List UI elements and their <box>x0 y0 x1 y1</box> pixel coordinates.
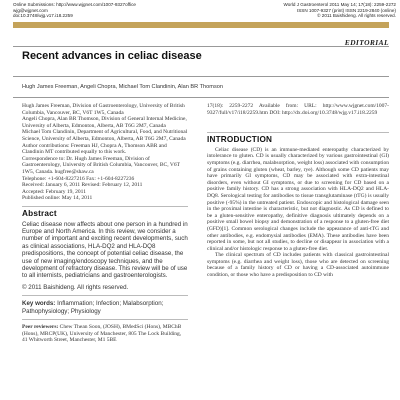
journal-email: wjg@wjgnet.com <box>13 7 48 13</box>
journal-header-left <box>13 2 213 19</box>
left-column <box>22 103 188 344</box>
abstract-heading: Abstract <box>22 208 57 218</box>
published-date: Published online: May 14, 2011 <box>22 195 93 202</box>
section-label: EDITORIAL <box>344 38 389 47</box>
peer-reviewers <box>22 324 188 344</box>
introduction-heading: INTRODUCTION <box>207 135 273 145</box>
telephone-fax: Telephone: +1-604-8227216 Fax: +1-604-8227236 <box>22 175 135 182</box>
citation-block: 17(18): 2259-2272 Available from: URL: http://www.wjgnet.com/1007-9327/full/v17/i18/2259.htm DOI: http://dx.doi.org/10.3748/wjg.v17.i18.2259 <box>207 103 389 116</box>
keywords-divider <box>22 295 188 296</box>
received-revised-dates: Received: January 6, 2011 Revised: February 12, 2011 <box>22 182 143 189</box>
abstract-text: Celiac disease now affects about one person in a hundred in Europe and North America. In this review, we consider a number of important and exciting recent developments, such as clinical associations, HLA-DQ2 and HLA-DQ8 predispositions, the concept of potential celiac disease, the use of new imaging/endoscopy techniques, and the development of refractory disease. This review will be of use to all internists, pediatricians and gastroenterologists. <box>22 220 188 280</box>
copyright-line: © 2011 Baishideng. All rights reserved. <box>317 13 396 19</box>
peer-reviewers-label: Peer reviewers: <box>22 323 59 330</box>
peer-divider <box>22 319 188 320</box>
journal-header-right <box>230 2 396 19</box>
affiliation: Angeli Chopra, Alan BR Thomson, Division of General Internal Medicine, University of Alberta, Edmonton, Alberta, AB T6G 2M7, Canada <box>22 116 187 129</box>
abstract-copyright: © 2011 Baishideng. All rights reserved. <box>22 283 129 291</box>
affiliation: Michael Tom Clandinin, Department of Agricultural, Food, and Nutritional Science, University of Alberta, Edmonton, Alberta, AB T6G 2M7, Canada <box>22 129 188 142</box>
header-divider <box>13 46 389 47</box>
issn-line: ISSN 1007-9327 (print) ISSN 2219-2840 (online) <box>296 7 396 13</box>
abstract-divider <box>22 206 188 207</box>
correspondence: Correspondence to: Dr. Hugh James Freeman, Division of Gastroenterology, University of British Columbia, Vancouver, BC, V6T 1W5, Canada. hugfree@shaw.ca <box>22 155 180 175</box>
peer-reviewers-text: Chew Thean Soon, (JOSH), BMedSci (Hons), MBChB (Hons), MRCP(UK), University of Manchester, 805 The Lock Building, 41 Whitworth Street, Manchester, M1 5BE <box>22 323 182 344</box>
article-title: Recent advances in celiac disease <box>22 50 202 62</box>
journal-citation: World J Gastroenterol 2011 May 14; 17(18): 2259-2272 <box>283 2 396 7</box>
submission-url: Online Submissions: http://www.wjgnet.com/1007-9327office <box>13 2 136 7</box>
intro-divider <box>207 132 389 133</box>
right-column <box>207 103 389 279</box>
author-list: Hugh James Freeman, Angeli Chopra, Michael Tom Clandinin, Alan BR Thomson <box>22 84 223 90</box>
affiliation: Hugh James Freeman, Division of Gastroenterology, University of British Columbia, Vancouver, BC, V6T 1W5, Canada <box>22 103 185 116</box>
keywords-label: Key words: <box>22 300 56 308</box>
doi-line: doi:10.3748/wjg.v17.i18.2259 <box>13 13 73 19</box>
keywords <box>22 300 188 315</box>
author-contributions: Author contributions: Freeman HJ, Chopra A, Thomson ABR and Clandinin MT contributed equally to this work. <box>22 142 167 156</box>
authors-divider <box>13 97 389 98</box>
keywords-text: Inflammation; Infection; Malabsorption; Pathophysiology; Physiology <box>22 300 164 315</box>
intro-paragraph: The clinical spectrum of CD includes patients with classical gastrointestinal symptoms (e.g. diarrhea and weight loss), those who are detected on screening because of a family history of CD or having a CD-associated autoimmune condition, or those who have a predisposition to CD with <box>207 252 389 279</box>
header-color-bar <box>13 22 389 28</box>
title-divider <box>13 76 389 77</box>
accepted-date: Accepted: February 19, 2011 <box>22 188 86 195</box>
intro-paragraph: Celiac disease (CD) is an immune-mediated enteropathy characterized by intolerance to gluten. CD is usually characterized by various gastrointestinal (GI) symptoms (e.g. diarrhea, malabsorption, weight loss) associated with consumption of grains containing gluten (wheat, barley, rye). Although some CD patients may have primarily GI symptoms, CD may be associated with extra-intestinal disorders, even without GI symptoms, or due to screening for CD based on a positive family history. CD has a strong association with HLA-DQ2 and HLA-DQ8. Serological testing for antibodies to tissue transglutaminase (tTG) is usually positive (-95%) in the untreated patient. Endoscopic and histological damage seen in the proximal intestine is characteristic, but not diagnostic. As CD is defined to be a gluten-sensitive enteropathy, definitive diagnosis ultimately depends on a positive small bowel biopsy and demonstration of a response to a gluten-free diet (GFD)[1]. Common serological changes include the appearance of anti-tTG and other antibodies, e.g. endomysial antibodies (EMA). These antibodies have been reported in some, but not all studies, to decline or disappear in association with a clinical and/or histologic response to a gluten-free diet. <box>207 146 389 252</box>
